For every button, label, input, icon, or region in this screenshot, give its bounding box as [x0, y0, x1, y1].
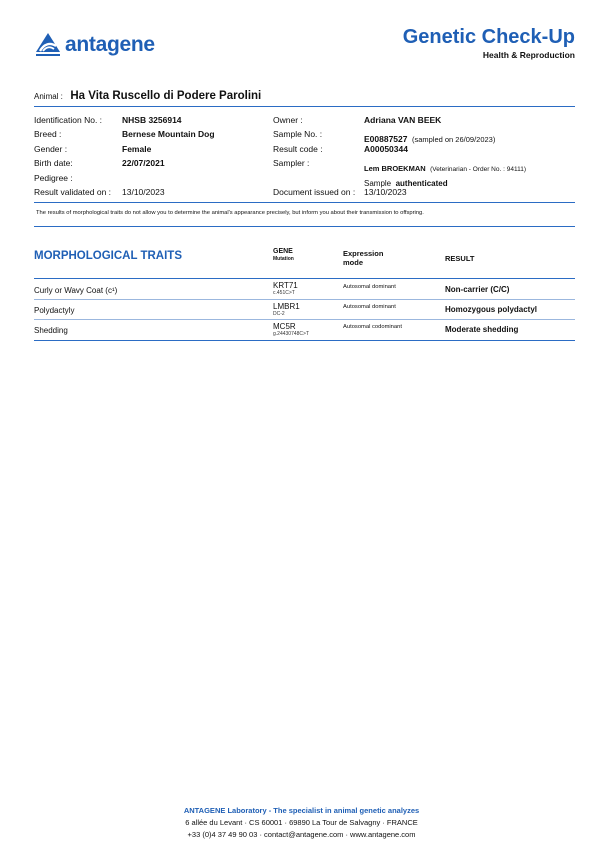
birth-label: Birth date:: [34, 158, 73, 168]
sample-label: Sample No. :: [273, 129, 323, 139]
trait-result: Moderate shedding: [445, 325, 519, 334]
gene-name: MC5R: [273, 322, 296, 331]
trait-result: Homozygous polydactyl: [445, 305, 538, 314]
footer-lab: ANTAGENE Laboratory - The specialist in animal genetic analyzes: [183, 806, 420, 815]
breed-value: Bernese Mountain Dog: [122, 129, 215, 139]
issued-label: Document issued on :: [273, 187, 356, 197]
sampler-label: Sampler :: [273, 158, 310, 168]
footer-address: 6 allée du Levant · CS 60001 · 69890 La Tour de Salvagny · FRANCE: [185, 818, 418, 827]
issued-value: 13/10/2023: [364, 187, 407, 197]
footer: [0, 806, 603, 839]
brand-name: antagene: [65, 33, 155, 56]
sampler-detail: (Veterinarian - Order No. : 94111): [430, 166, 526, 173]
gene-mutation: c.451C>T: [273, 290, 295, 296]
trait-mode: Autosomal dominant: [343, 304, 396, 310]
trait-name: Shedding: [34, 326, 68, 335]
gene-name: KRT71: [273, 281, 298, 290]
sample-date: (sampled on 26/09/2023): [411, 135, 496, 144]
trait-mode: Autosomal codominant: [343, 324, 402, 330]
auth-prefix: Sample: [364, 179, 392, 188]
table-bottom-divider: [34, 340, 575, 341]
pedigree-label: Pedigree :: [34, 173, 73, 183]
header-gene-label: GENE: [273, 248, 293, 255]
header-expression-label: Expression: [343, 249, 384, 258]
owner-value: Adriana VAN BEEK: [364, 115, 442, 125]
animal-row: [34, 86, 574, 104]
result-code-label: Result code :: [273, 144, 323, 154]
header-mutation-label: Mutation: [273, 256, 294, 262]
birth-value: 22/07/2021: [122, 158, 165, 168]
gender-label: Gender :: [34, 144, 68, 154]
footer-contact: +33 (0)4 37 49 90 03 · contact@antagene.com · www.antagene.com: [187, 830, 416, 839]
trait-name: Curly or Wavy Coat (c¹): [34, 286, 118, 295]
animal-label: Animal :: [34, 92, 63, 101]
validated-label: Result validated on :: [34, 187, 112, 197]
divider-disclaimer: [34, 226, 575, 227]
owner-label: Owner :: [273, 115, 303, 125]
table-header-divider: [34, 278, 575, 279]
gene-mutation: DC-2: [273, 311, 285, 317]
breed-label: Breed :: [34, 129, 62, 139]
id-label: Identification No. :: [34, 115, 103, 125]
result-code-value: A00050344: [364, 144, 408, 154]
document-title: Genetic Check-Up: [402, 26, 575, 48]
row-divider: [34, 299, 575, 300]
trait-gene: [273, 322, 309, 337]
header-result: RESULT: [445, 254, 475, 263]
id-value: NHSB 3256914: [122, 115, 182, 125]
validated-value: 13/10/2023: [122, 187, 165, 197]
divider-info: [34, 202, 575, 203]
header-gene: [273, 248, 294, 262]
trait-gene: [273, 302, 300, 317]
trait-result: Non-carrier (C/C): [445, 285, 510, 294]
header-mode-label: mode: [343, 258, 364, 267]
sampler-name: Lem BROEKMAN: [364, 164, 426, 173]
trait-mode: Autosomal dominant: [343, 284, 396, 290]
sample-number: E00887527: [364, 134, 408, 144]
divider-top: [34, 106, 575, 107]
trait-name: Polydactyly: [34, 306, 75, 315]
gene-mutation: g.24430748C>T: [273, 331, 310, 337]
document-subtitle: Health & Reproduction: [482, 50, 575, 60]
row-divider: [34, 319, 575, 320]
trait-gene: [273, 281, 298, 296]
animal-name: Ha Vita Ruscello di Podere Parolini: [70, 90, 262, 102]
disclaimer: The results of morphological traits do not allow you to determine the animal's appearance precisely, but inform you about their transmission to offspring.: [36, 210, 424, 216]
header-expression: [343, 249, 383, 267]
gender-value: Female: [122, 144, 152, 154]
section-title: MORPHOLOGICAL TRAITS: [34, 250, 183, 262]
antagene-logo: [34, 30, 174, 60]
gene-name: LMBR1: [273, 302, 300, 311]
auth-word: authenticated: [395, 179, 448, 188]
antagene-logo-icon: [34, 30, 62, 58]
